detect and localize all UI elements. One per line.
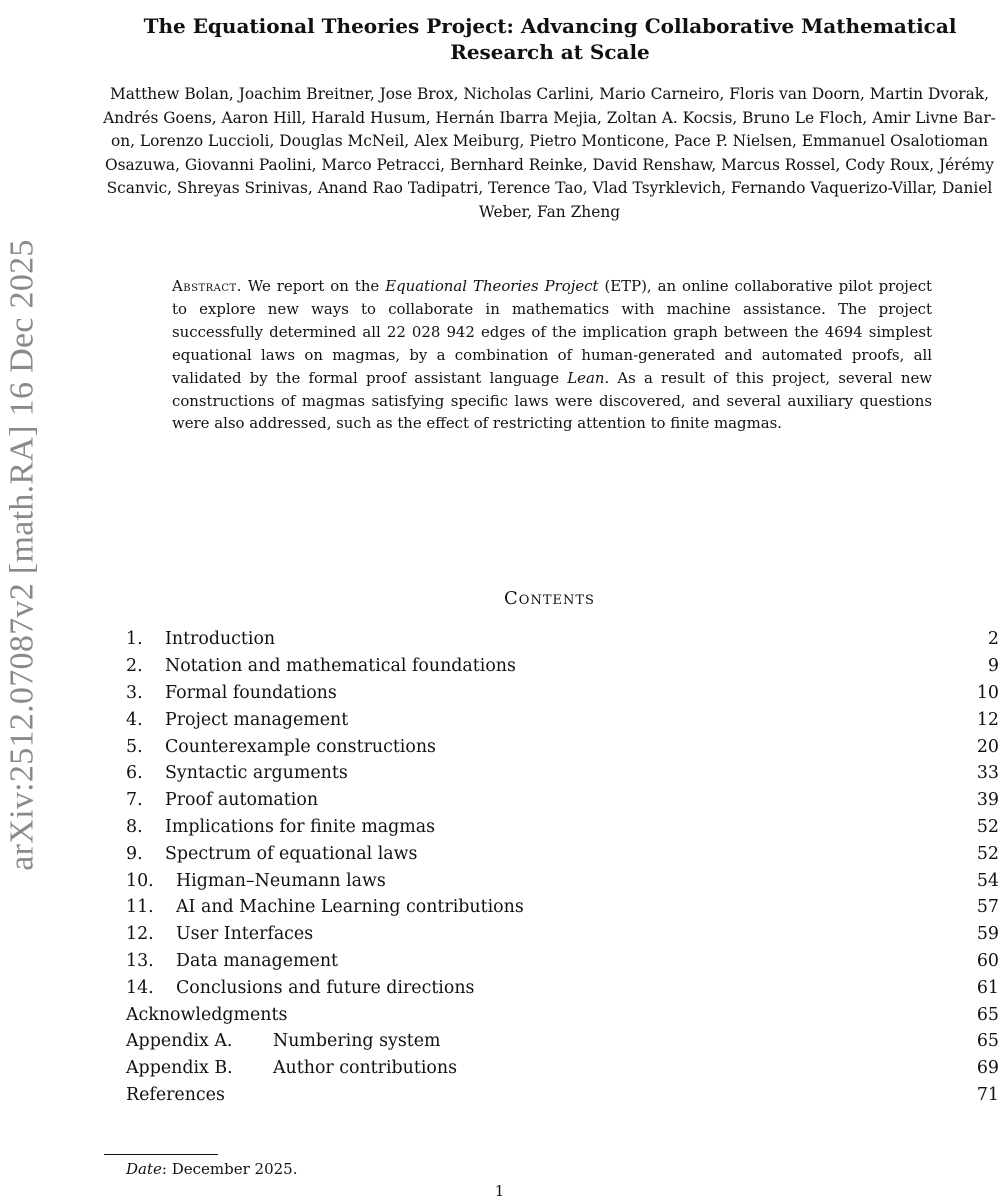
author-list: Matthew Bolan, Joachim Breitner, Jose Brox, Nicholas Carlini, Mario Carneiro, Floris van Doorn, Martin Dvorak, Andrés Goens, Aaron Hill, Harald Husum, Hernán Ibarra Mejia, Zoltan A. Kocsis, Bruno Le Floch, Amir Livne Bar-on, Lorenzo Luccioli, Douglas McNeil, Alex Meiburg, Pietro Monticone, Pace P. Nielsen, Emmanuel Osalotioman Osazuwa, Giovanni Paolini, Marco Petracci, Bernhard Reinke, David Renshaw, Marcus Rossel, Cody Roux, Jérémy Scanvic, Shreyas Srinivas, Anand Rao Tadipatri, Terence Tao, Vlad Tsyrklevich, Fernando Vaquerizo-Villar, Daniel Weber, Fan Zheng bbox=[103, 85, 996, 221]
toc-entry-number: 11. bbox=[126, 897, 154, 918]
abstract bbox=[172, 275, 932, 435]
toc-entry[interactable] bbox=[126, 1082, 999, 1109]
table-of-contents bbox=[126, 626, 999, 1108]
toc-entry-page: 52 bbox=[976, 816, 999, 837]
toc-entry-number: 2. bbox=[126, 656, 143, 677]
abstract-text-part-3: . As a result of this project, several new constructions of magmas satisfying specific laws were discovered, and several auxiliary questions were also addressed, such as the effect of restricting attention to finite magmas. bbox=[172, 368, 933, 433]
toc-entry-title: AI and Machine Learning contributions bbox=[176, 897, 524, 918]
toc-entry-number: 14. bbox=[126, 977, 154, 998]
toc-entry-page: 20 bbox=[976, 736, 999, 757]
toc-entry[interactable] bbox=[126, 974, 999, 1001]
toc-entry-number: 12. bbox=[126, 924, 154, 945]
toc-entry-page: 52 bbox=[976, 843, 999, 864]
toc-entry-page: 61 bbox=[976, 977, 999, 998]
toc-entry-title: User Interfaces bbox=[176, 924, 314, 945]
toc-entry-title: Acknowledgments bbox=[126, 1004, 288, 1025]
toc-entry-title: Formal foundations bbox=[165, 682, 337, 703]
toc-entry[interactable] bbox=[126, 1001, 999, 1028]
toc-entry[interactable] bbox=[126, 706, 999, 733]
toc-entry-number: 6. bbox=[126, 763, 143, 784]
toc-entry-number: 13. bbox=[126, 950, 154, 971]
toc-entry-number: Appendix B. bbox=[126, 1058, 233, 1079]
toc-entry-title: Higman–Neumann laws bbox=[176, 870, 386, 891]
toc-entry[interactable] bbox=[126, 814, 999, 841]
footnote-rule bbox=[104, 1154, 218, 1155]
toc-entry[interactable] bbox=[126, 787, 999, 814]
toc-entry-title: Syntactic arguments bbox=[165, 763, 348, 784]
toc-entry-page: 65 bbox=[976, 1004, 999, 1025]
toc-entry-page: 57 bbox=[976, 897, 999, 918]
toc-entry-number: 10. bbox=[126, 870, 154, 891]
abstract-label: Abstract. bbox=[172, 277, 242, 295]
toc-entry-page: 54 bbox=[976, 870, 999, 891]
date-footnote bbox=[126, 1160, 297, 1178]
toc-entry-number: 7. bbox=[126, 790, 143, 811]
toc-entry[interactable] bbox=[126, 921, 999, 948]
toc-entry-number: Appendix A. bbox=[126, 1031, 233, 1052]
toc-entry[interactable] bbox=[126, 653, 999, 680]
toc-entry-page: 65 bbox=[976, 1031, 999, 1052]
toc-entry[interactable] bbox=[126, 680, 999, 707]
toc-entry-title: Spectrum of equational laws bbox=[165, 843, 418, 864]
toc-entry[interactable] bbox=[126, 867, 999, 894]
toc-entry-page: 59 bbox=[976, 924, 999, 945]
toc-entry-number: 9. bbox=[126, 843, 143, 864]
toc-entry-title: Introduction bbox=[165, 629, 276, 650]
toc-entry[interactable] bbox=[126, 626, 999, 653]
toc-entry-page: 60 bbox=[976, 950, 999, 971]
toc-entry-title: References bbox=[126, 1084, 225, 1105]
toc-entry[interactable] bbox=[126, 840, 999, 867]
toc-entry-page: 69 bbox=[976, 1058, 999, 1079]
toc-entry-title: Proof automation bbox=[165, 790, 319, 811]
contents-heading: Contents bbox=[504, 588, 595, 609]
abstract-text-part-2: (ETP), an online collaborative pilot project to explore new ways to collaborate in mathematics with machine assistance. The project successfully determined all 22 028 942 edges of the implication graph between the 4694 simplest equational laws on magmas, by a combination of human-generated and automated proofs, all validated by the formal proof assistant language bbox=[172, 277, 933, 387]
toc-entry-page: 71 bbox=[976, 1084, 999, 1105]
toc-entry-number: 8. bbox=[126, 816, 143, 837]
toc-entry[interactable] bbox=[126, 1055, 999, 1082]
date-footnote-label: Date bbox=[126, 1160, 162, 1178]
toc-entry[interactable] bbox=[126, 1028, 999, 1055]
toc-entry-number: 5. bbox=[126, 736, 143, 757]
toc-entry-number: 3. bbox=[126, 682, 143, 703]
toc-entry-title: Numbering system bbox=[273, 1031, 441, 1052]
toc-entry[interactable] bbox=[126, 760, 999, 787]
abstract-lean: Lean bbox=[567, 368, 605, 387]
toc-entry[interactable] bbox=[126, 894, 999, 921]
toc-entry-title: Author contributions bbox=[273, 1058, 458, 1079]
toc-entry-title: Counterexample constructions bbox=[165, 736, 436, 757]
toc-entry-title: Project management bbox=[165, 709, 349, 730]
toc-entry-number: 1. bbox=[126, 629, 143, 650]
toc-entry-title: Implications for finite magmas bbox=[165, 816, 436, 837]
toc-entry-page: 33 bbox=[976, 763, 999, 784]
toc-entry-page: 12 bbox=[976, 709, 999, 730]
abstract-text-part-1: We report on the bbox=[247, 277, 380, 295]
arxiv-identifier-text: arXiv:2512.07087v2 [math.RA] 16 Dec 2025 bbox=[4, 239, 41, 871]
toc-entry-page: 9 bbox=[987, 656, 999, 677]
toc-entry-page: 10 bbox=[976, 682, 999, 703]
toc-entry[interactable] bbox=[126, 948, 999, 975]
abstract-project-name: Equational Theories Project bbox=[385, 277, 599, 295]
arxiv-identifier-stamp bbox=[0, 195, 46, 915]
toc-entry-title: Data management bbox=[176, 950, 339, 971]
paper-title: The Equational Theories Project: Advancing Collaborative Mathematical Research at Scale bbox=[143, 14, 957, 65]
date-footnote-text: : December 2025. bbox=[161, 1160, 298, 1178]
toc-entry-title: Conclusions and future directions bbox=[176, 977, 475, 998]
toc-entry-title: Notation and mathematical foundations bbox=[165, 656, 516, 677]
toc-entry-page: 39 bbox=[976, 790, 999, 811]
toc-entry-number: 4. bbox=[126, 709, 143, 730]
toc-entry[interactable] bbox=[126, 733, 999, 760]
toc-entry-page: 2 bbox=[987, 629, 999, 650]
page-number: 1 bbox=[494, 1182, 505, 1200]
